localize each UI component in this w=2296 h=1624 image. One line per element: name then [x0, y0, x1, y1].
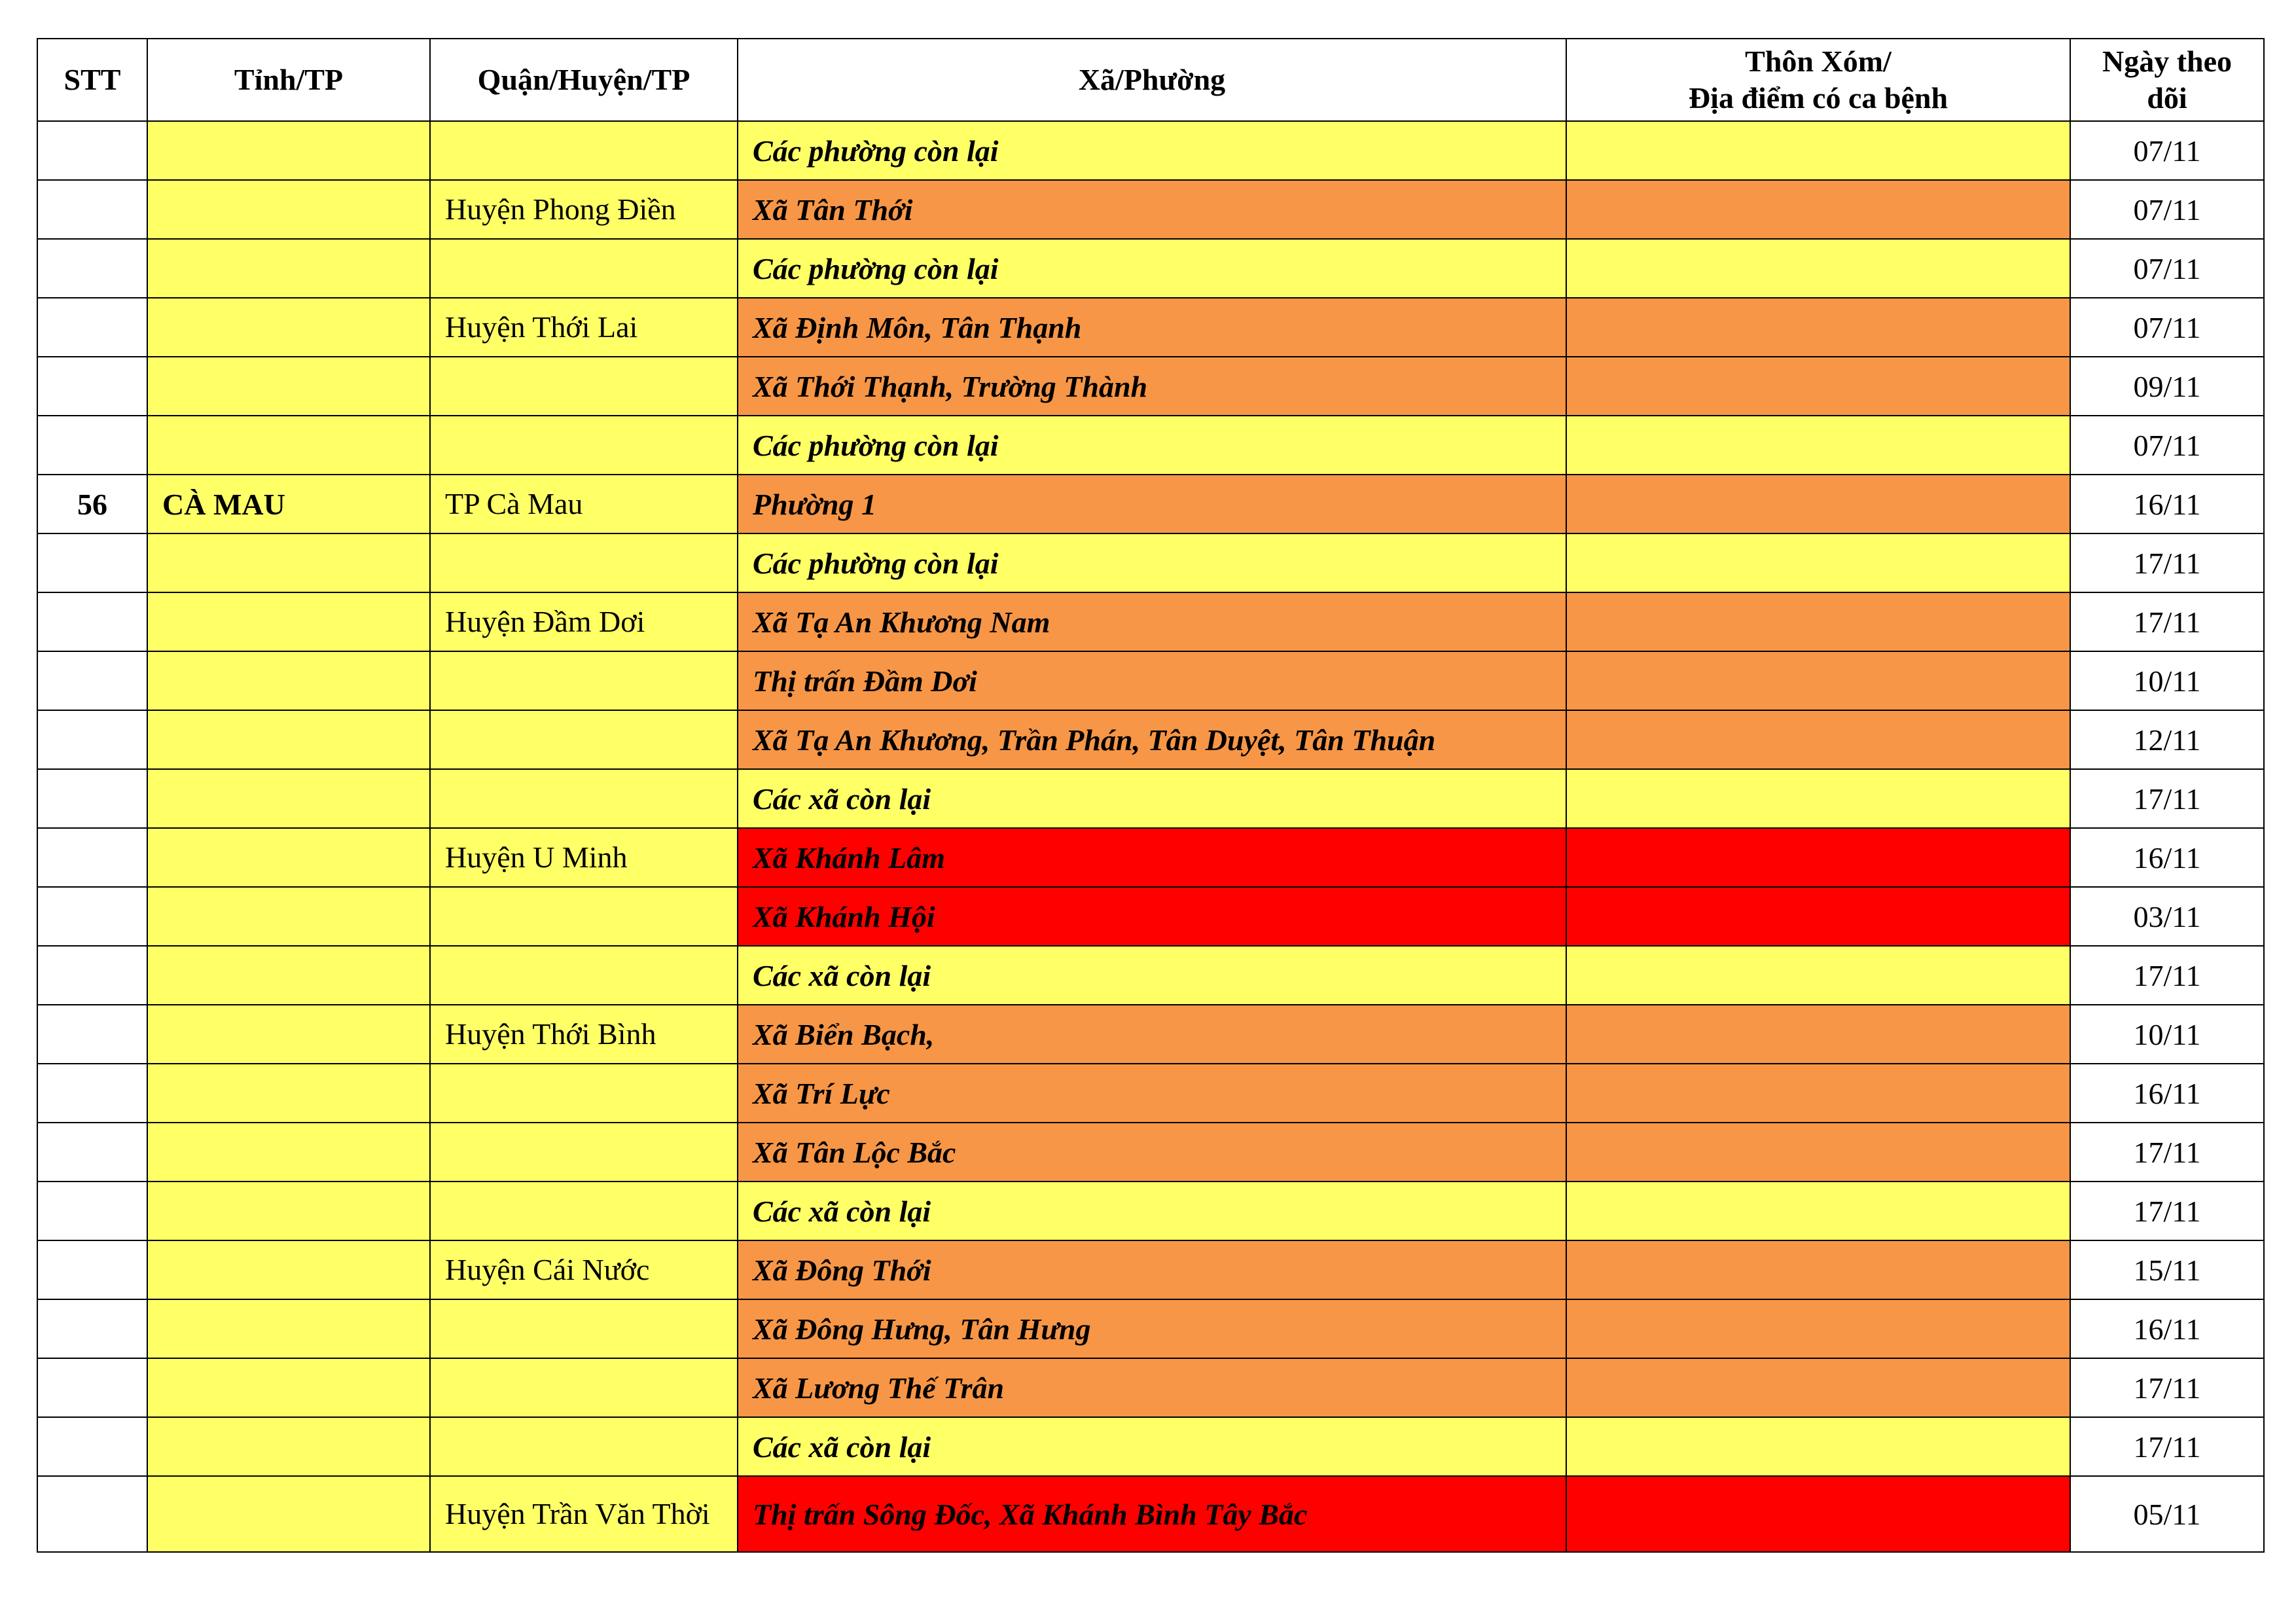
cell-date: 17/11 — [2070, 533, 2264, 592]
cell-district — [430, 651, 738, 710]
cell-province — [147, 416, 430, 475]
cell-stt — [37, 416, 147, 475]
header-location — [1566, 39, 2070, 121]
cell-district — [430, 1064, 738, 1123]
cell-date: 10/11 — [2070, 1005, 2264, 1064]
table-row — [37, 180, 2264, 239]
cell-location — [1566, 298, 2070, 357]
cell-date: 07/11 — [2070, 121, 2264, 180]
cell-stt: 56 — [37, 475, 147, 533]
cell-location — [1566, 1005, 2070, 1064]
cell-location — [1566, 533, 2070, 592]
header-row — [37, 39, 2264, 121]
cell-district — [430, 1123, 738, 1182]
cell-date: 12/11 — [2070, 710, 2264, 769]
cell-province — [147, 1476, 430, 1552]
cell-date: 07/11 — [2070, 180, 2264, 239]
cell-stt — [37, 887, 147, 946]
cell-location — [1566, 239, 2070, 298]
cell-date: 17/11 — [2070, 592, 2264, 651]
table-row — [37, 1417, 2264, 1476]
cell-district — [430, 887, 738, 946]
header-location-line2: Địa điểm có ca bệnh — [1688, 81, 1948, 115]
cell-province — [147, 1123, 430, 1182]
cell-location — [1566, 651, 2070, 710]
header-date-line1: Ngày theo — [2102, 45, 2233, 78]
cell-district: Huyện Đầm Dơi — [430, 592, 738, 651]
cell-location — [1566, 769, 2070, 828]
header-date-line2: dõi — [2147, 81, 2187, 115]
header-date — [2070, 39, 2264, 121]
cell-location — [1566, 416, 2070, 475]
cell-date: 17/11 — [2070, 769, 2264, 828]
cell-stt — [37, 1417, 147, 1476]
table-row — [37, 475, 2264, 533]
table-body — [37, 121, 2264, 1552]
cell-stt — [37, 239, 147, 298]
cell-date: 16/11 — [2070, 1064, 2264, 1123]
table-row — [37, 533, 2264, 592]
cell-stt — [37, 1299, 147, 1358]
table-row — [37, 828, 2264, 887]
cell-district — [430, 416, 738, 475]
cell-district — [430, 533, 738, 592]
table-row — [37, 357, 2264, 416]
cell-district: Huyện U Minh — [430, 828, 738, 887]
cell-location — [1566, 1476, 2070, 1552]
cell-province — [147, 1005, 430, 1064]
cell-ward: Các phường còn lại — [738, 239, 1566, 298]
cell-province — [147, 1358, 430, 1417]
cell-province — [147, 357, 430, 416]
cell-ward: Xã Tạ An Khương, Trần Phán, Tân Duyệt, Tân Thuận — [738, 710, 1566, 769]
cell-stt — [37, 1123, 147, 1182]
cell-date: 17/11 — [2070, 1358, 2264, 1417]
cell-province — [147, 180, 430, 239]
cell-stt — [37, 1358, 147, 1417]
cell-stt — [37, 1064, 147, 1123]
table-row — [37, 239, 2264, 298]
cell-date: 17/11 — [2070, 1182, 2264, 1240]
cell-location — [1566, 1123, 2070, 1182]
outbreak-zone-table — [37, 38, 2265, 1553]
cell-province — [147, 1417, 430, 1476]
table-row — [37, 769, 2264, 828]
cell-district — [430, 239, 738, 298]
cell-location — [1566, 357, 2070, 416]
cell-ward: Xã Biển Bạch, — [738, 1005, 1566, 1064]
cell-stt — [37, 298, 147, 357]
cell-date: 17/11 — [2070, 946, 2264, 1005]
cell-location — [1566, 1358, 2070, 1417]
cell-stt — [37, 533, 147, 592]
cell-location — [1566, 180, 2070, 239]
cell-stt — [37, 710, 147, 769]
table-row — [37, 1240, 2264, 1299]
cell-stt — [37, 1240, 147, 1299]
cell-district — [430, 121, 738, 180]
table-row — [37, 887, 2264, 946]
cell-date: 05/11 — [2070, 1476, 2264, 1552]
cell-stt — [37, 1182, 147, 1240]
table-row — [37, 710, 2264, 769]
cell-district: Huyện Thới Bình — [430, 1005, 738, 1064]
cell-ward: Xã Tạ An Khương Nam — [738, 592, 1566, 651]
header-stt: STT — [37, 39, 147, 121]
header-district: Quận/Huyện/TP — [430, 39, 738, 121]
cell-ward: Thị trấn Sông Đốc, Xã Khánh Bình Tây Bắc — [738, 1476, 1566, 1552]
table-row — [37, 1358, 2264, 1417]
cell-date: 16/11 — [2070, 475, 2264, 533]
cell-ward: Xã Đông Thới — [738, 1240, 1566, 1299]
cell-date: 03/11 — [2070, 887, 2264, 946]
cell-ward: Xã Trí Lực — [738, 1064, 1566, 1123]
cell-district: Huyện Phong Điền — [430, 180, 738, 239]
cell-district: TP Cà Mau — [430, 475, 738, 533]
cell-location — [1566, 1299, 2070, 1358]
cell-ward: Các xã còn lại — [738, 769, 1566, 828]
cell-location — [1566, 1417, 2070, 1476]
cell-ward: Thị trấn Đầm Dơi — [738, 651, 1566, 710]
header-location-line1: Thôn Xóm/ — [1745, 45, 1892, 78]
cell-district — [430, 710, 738, 769]
cell-ward: Xã Đông Hưng, Tân Hưng — [738, 1299, 1566, 1358]
cell-date: 10/11 — [2070, 651, 2264, 710]
cell-province — [147, 239, 430, 298]
outbreak-table-container — [37, 38, 2265, 1553]
cell-location — [1566, 475, 2070, 533]
cell-location — [1566, 828, 2070, 887]
cell-location — [1566, 710, 2070, 769]
table-row — [37, 1064, 2264, 1123]
cell-district — [430, 1299, 738, 1358]
cell-stt — [37, 357, 147, 416]
cell-province: CÀ MAU — [147, 475, 430, 533]
table-row — [37, 592, 2264, 651]
cell-stt — [37, 769, 147, 828]
cell-stt — [37, 946, 147, 1005]
cell-date: 07/11 — [2070, 239, 2264, 298]
cell-province — [147, 298, 430, 357]
cell-location — [1566, 946, 2070, 1005]
cell-stt — [37, 828, 147, 887]
cell-date: 09/11 — [2070, 357, 2264, 416]
table-row — [37, 1476, 2264, 1552]
cell-date: 15/11 — [2070, 1240, 2264, 1299]
cell-district — [430, 1417, 738, 1476]
cell-date: 07/11 — [2070, 298, 2264, 357]
cell-date: 16/11 — [2070, 1299, 2264, 1358]
cell-ward: Xã Khánh Lâm — [738, 828, 1566, 887]
table-row — [37, 1182, 2264, 1240]
table-row — [37, 651, 2264, 710]
cell-ward: Các xã còn lại — [738, 946, 1566, 1005]
table-header — [37, 39, 2264, 121]
cell-location — [1566, 592, 2070, 651]
cell-district — [430, 1358, 738, 1417]
cell-stt — [37, 121, 147, 180]
cell-location — [1566, 887, 2070, 946]
cell-province — [147, 946, 430, 1005]
table-row — [37, 1123, 2264, 1182]
cell-province — [147, 592, 430, 651]
cell-ward: Xã Định Môn, Tân Thạnh — [738, 298, 1566, 357]
cell-stt — [37, 180, 147, 239]
table-row — [37, 1005, 2264, 1064]
cell-province — [147, 651, 430, 710]
header-ward: Xã/Phường — [738, 39, 1566, 121]
cell-district — [430, 769, 738, 828]
cell-stt — [37, 592, 147, 651]
cell-ward: Xã Thới Thạnh, Trường Thành — [738, 357, 1566, 416]
cell-ward: Phường 1 — [738, 475, 1566, 533]
table-row — [37, 1299, 2264, 1358]
cell-province — [147, 1182, 430, 1240]
cell-province — [147, 710, 430, 769]
cell-province — [147, 887, 430, 946]
cell-ward: Các xã còn lại — [738, 1182, 1566, 1240]
cell-ward: Các phường còn lại — [738, 416, 1566, 475]
cell-province — [147, 1064, 430, 1123]
cell-province — [147, 769, 430, 828]
cell-ward: Các phường còn lại — [738, 121, 1566, 180]
cell-ward: Các phường còn lại — [738, 533, 1566, 592]
cell-ward: Các xã còn lại — [738, 1417, 1566, 1476]
cell-province — [147, 533, 430, 592]
table-row — [37, 298, 2264, 357]
cell-location — [1566, 1064, 2070, 1123]
cell-stt — [37, 1005, 147, 1064]
cell-stt — [37, 1476, 147, 1552]
cell-ward: Xã Lương Thế Trân — [738, 1358, 1566, 1417]
cell-date: 17/11 — [2070, 1417, 2264, 1476]
cell-stt — [37, 651, 147, 710]
cell-location — [1566, 1240, 2070, 1299]
cell-ward: Xã Tân Lộc Bắc — [738, 1123, 1566, 1182]
cell-date: 17/11 — [2070, 1123, 2264, 1182]
cell-district — [430, 357, 738, 416]
table-row — [37, 121, 2264, 180]
cell-date: 07/11 — [2070, 416, 2264, 475]
cell-district — [430, 946, 738, 1005]
cell-district — [430, 1182, 738, 1240]
cell-province — [147, 1240, 430, 1299]
cell-ward: Xã Khánh Hội — [738, 887, 1566, 946]
table-row — [37, 946, 2264, 1005]
cell-location — [1566, 121, 2070, 180]
cell-date: 16/11 — [2070, 828, 2264, 887]
cell-province — [147, 1299, 430, 1358]
cell-district: Huyện Trần Văn Thời — [430, 1476, 738, 1552]
table-row — [37, 416, 2264, 475]
cell-district: Huyện Thới Lai — [430, 298, 738, 357]
header-province: Tỉnh/TP — [147, 39, 430, 121]
cell-province — [147, 121, 430, 180]
cell-district: Huyện Cái Nước — [430, 1240, 738, 1299]
cell-ward: Xã Tân Thới — [738, 180, 1566, 239]
cell-province — [147, 828, 430, 887]
cell-location — [1566, 1182, 2070, 1240]
